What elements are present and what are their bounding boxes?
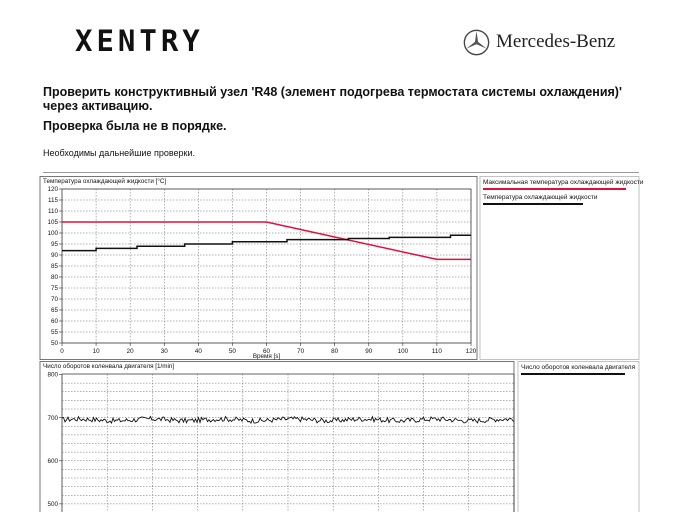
x-tick-label: 90	[365, 348, 373, 355]
y-tick-label: 500	[47, 501, 58, 509]
legend-max-coolant-temp	[483, 179, 644, 190]
x-tick-label: 30	[160, 348, 168, 355]
legend-engine-rpm-swatch	[521, 373, 625, 375]
test-title: Проверить конструктивный узел 'R48 (элемент подогрева термостата системы охлаждения)' через активацию.	[43, 85, 622, 113]
y-tick-label: 50	[50, 340, 58, 348]
y-tick-label: 110	[47, 208, 58, 216]
y-tick-label: 120	[47, 186, 58, 194]
y-tick-label: 85	[50, 263, 58, 271]
y-tick-label: 60	[50, 318, 58, 326]
x-tick-label: 70	[297, 348, 305, 355]
y-tick-label: 80	[50, 274, 58, 282]
temperature-y-axis-label: Температура охлаждающей жидкости [°C]	[43, 178, 167, 185]
x-tick-label: 100	[397, 348, 409, 355]
rpm-y-axis-label: Число оборотов коленвала двигателя [1/min]	[43, 363, 175, 370]
y-tick-label: 100	[47, 230, 58, 238]
legend-coolant-temp-label: Температура охлаждающей жидкости	[483, 194, 598, 201]
legend-coolant-temp-swatch	[483, 203, 583, 205]
legend-coolant-temp	[483, 194, 598, 205]
y-tick-label: 800	[47, 371, 58, 379]
test-result: Проверка была не в порядке.	[43, 119, 227, 133]
y-tick-label: 90	[50, 252, 58, 260]
x-tick-label: 80	[331, 348, 339, 355]
xentry-logo: XENTRY	[75, 24, 204, 58]
x-tick-label: 10	[92, 348, 100, 355]
y-tick-label: 55	[50, 329, 58, 337]
y-tick-label: 105	[47, 219, 58, 227]
x-tick-label: 40	[194, 348, 202, 355]
x-tick-label: 20	[126, 348, 134, 355]
y-tick-label: 65	[50, 307, 58, 315]
legend-engine-rpm	[521, 364, 635, 375]
legend-max-coolant-temp-swatch	[483, 188, 626, 190]
legend-engine-rpm-label: Число оборотов коленвала двигателя	[521, 364, 636, 371]
brand-name: Mercedes-Benz	[496, 31, 616, 52]
y-tick-label: 115	[47, 197, 58, 205]
y-tick-label: 600	[47, 457, 58, 465]
test-note: Необходимы дальнейшие проверки.	[43, 148, 196, 158]
x-tick-label: 110	[431, 348, 442, 355]
rpm-legend-frame	[518, 362, 639, 512]
y-tick-label: 700	[47, 414, 58, 422]
y-tick-label: 70	[50, 296, 58, 304]
y-tick-label: 95	[50, 241, 58, 249]
x-tick-label: 50	[228, 348, 236, 355]
temperature-x-axis-label: Время [s]	[252, 353, 281, 360]
legend-max-coolant-temp-label: Максимальная температура охлаждающей жидкости	[483, 179, 644, 186]
x-tick-label: 120	[465, 348, 477, 355]
x-tick-label: 60	[262, 348, 271, 355]
rpm-chart-frame	[40, 362, 514, 512]
x-tick-label: 0	[60, 348, 64, 355]
y-tick-label: 75	[50, 285, 58, 293]
